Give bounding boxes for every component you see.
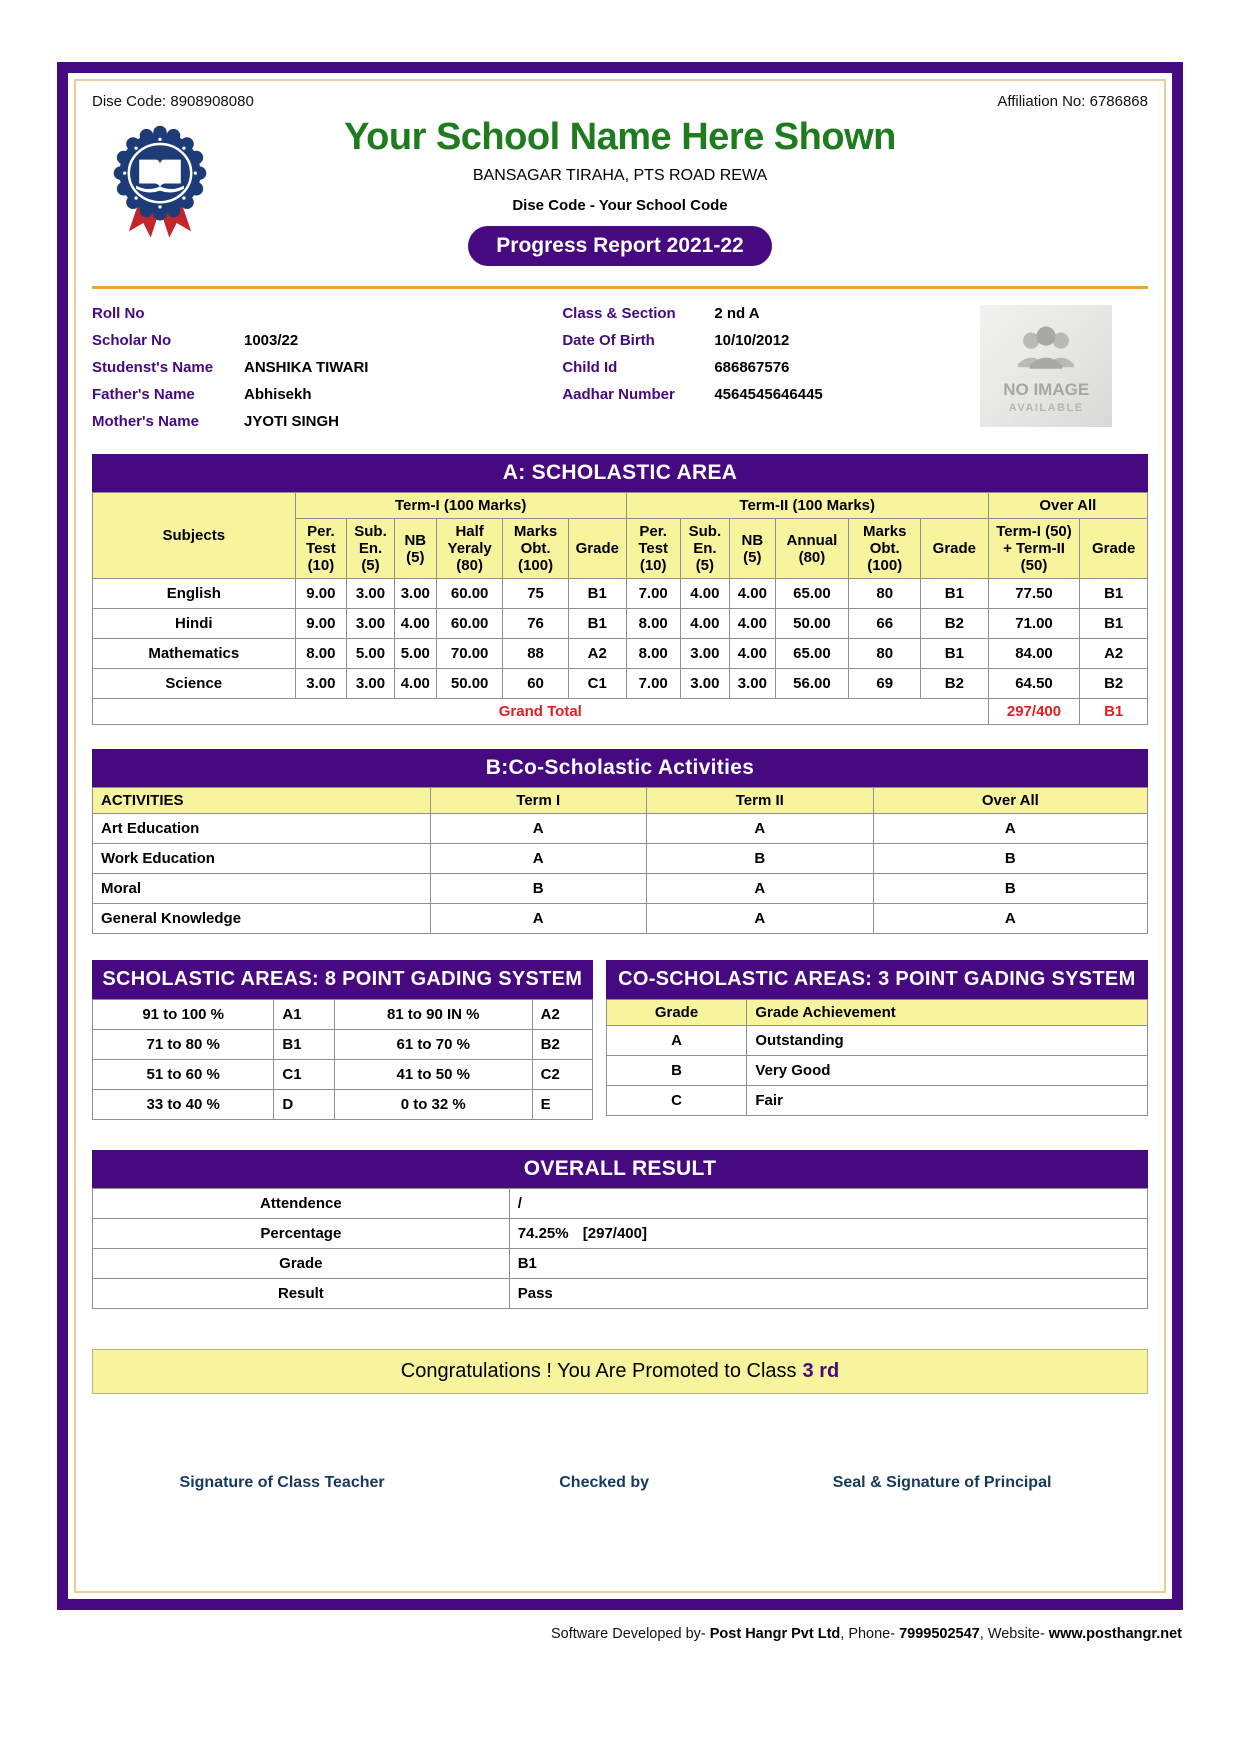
field-label: Scholar No bbox=[92, 332, 172, 349]
column-header: NB (5) bbox=[394, 519, 436, 579]
cell: 4.00 bbox=[730, 639, 775, 669]
cell: 0 to 32 % bbox=[334, 1090, 532, 1120]
cell: Very Good bbox=[747, 1056, 1148, 1086]
cell: A bbox=[430, 814, 646, 844]
cell: 50.00 bbox=[775, 609, 849, 639]
coscholastic-section bbox=[92, 749, 1148, 934]
cell: 56.00 bbox=[775, 669, 849, 699]
cell: 8.00 bbox=[295, 639, 347, 669]
table-row bbox=[93, 639, 1148, 669]
cell: C1 bbox=[274, 1060, 334, 1090]
signature-class-teacher: Signature of Class Teacher bbox=[179, 1474, 385, 1491]
affiliation-no: Affiliation No: 6786868 bbox=[997, 93, 1148, 110]
field-label: Class & Section bbox=[562, 305, 676, 322]
cell: A bbox=[430, 844, 646, 874]
footer-website: www.posthangr.net bbox=[1048, 1626, 1182, 1642]
grand-total-grade: B1 bbox=[1080, 699, 1148, 725]
field-value: Abhisekh bbox=[244, 386, 312, 403]
cell: 69 bbox=[849, 669, 921, 699]
cell: 80 bbox=[849, 579, 921, 609]
table-row bbox=[93, 904, 1148, 934]
cell: 75 bbox=[503, 579, 568, 609]
cell: B1 bbox=[1080, 609, 1148, 639]
percentage-fraction: [297/400] bbox=[582, 1225, 647, 1242]
software-credit-footer bbox=[551, 1626, 1182, 1642]
page-border-frame bbox=[57, 62, 1183, 1610]
cell: B1 bbox=[921, 639, 989, 669]
subject-cell: Mathematics bbox=[93, 639, 296, 669]
cell: 8.00 bbox=[626, 639, 680, 669]
signatures-row bbox=[92, 1474, 1148, 1492]
scholastic-table bbox=[92, 492, 1148, 725]
table-row bbox=[93, 1249, 1148, 1279]
cell: B bbox=[646, 844, 873, 874]
cell: 3.00 bbox=[347, 669, 394, 699]
page-inner-frame bbox=[74, 79, 1166, 1593]
cell: 3.00 bbox=[680, 669, 730, 699]
cell: B1 bbox=[1080, 579, 1148, 609]
report-title-pill: Progress Report 2021-22 bbox=[468, 226, 771, 266]
column-header: Half Yeraly (80) bbox=[436, 519, 502, 579]
footer-phone: 7999502547 bbox=[899, 1626, 980, 1642]
column-header: Marks Obt. (100) bbox=[503, 519, 568, 579]
cell: 7.00 bbox=[626, 579, 680, 609]
cell: 5.00 bbox=[347, 639, 394, 669]
signature-checked-by: Checked by bbox=[559, 1474, 650, 1491]
footer-prefix: Software Developed by- bbox=[550, 1626, 710, 1642]
cell: 5.00 bbox=[394, 639, 436, 669]
cell: B bbox=[873, 874, 1147, 904]
overall-result-section bbox=[92, 1150, 1148, 1309]
table-row bbox=[606, 1026, 1147, 1056]
column-header: Per. Test (10) bbox=[626, 519, 680, 579]
column-header: Term I bbox=[430, 788, 646, 814]
field-value: 4564545646445 bbox=[714, 386, 823, 403]
table-row bbox=[93, 1189, 1148, 1219]
signature-principal: Seal & Signature of Principal bbox=[832, 1474, 1052, 1491]
footer-website-label: , Website- bbox=[979, 1626, 1049, 1642]
cell: B2 bbox=[921, 669, 989, 699]
grand-total-row bbox=[93, 699, 1148, 725]
field-value: 686867576 bbox=[714, 359, 790, 376]
subject-cell: English bbox=[93, 579, 296, 609]
cell: C2 bbox=[532, 1060, 592, 1090]
result-value: B1 bbox=[509, 1249, 1147, 1279]
cell: 81 to 90 IN % bbox=[334, 1000, 532, 1030]
field-label: Studenst's Name bbox=[92, 359, 214, 376]
activity-cell: Moral bbox=[93, 874, 431, 904]
school-name: Your School Name Here Shown bbox=[344, 116, 896, 158]
subject-cell: Science bbox=[93, 669, 296, 699]
result-value: Pass bbox=[509, 1279, 1147, 1309]
field-value: 2 nd A bbox=[714, 305, 760, 322]
cell: 4.00 bbox=[730, 609, 775, 639]
cell: A bbox=[646, 874, 873, 904]
activity-cell: General Knowledge bbox=[93, 904, 431, 934]
cell: 3.00 bbox=[394, 579, 436, 609]
field-label: Roll No bbox=[92, 305, 145, 322]
no-image-people-icon bbox=[1009, 318, 1083, 378]
field-label: Father's Name bbox=[92, 386, 195, 403]
cell: 60.00 bbox=[436, 579, 502, 609]
cell: 3.00 bbox=[730, 669, 775, 699]
promotion-banner bbox=[92, 1349, 1148, 1394]
field-label: Date Of Birth bbox=[562, 332, 655, 349]
cell: 88 bbox=[503, 639, 568, 669]
cell: 77.50 bbox=[988, 579, 1080, 609]
promotion-text: Congratulations ! You Are Promoted to Class bbox=[400, 1360, 797, 1382]
school-logo-icon bbox=[108, 122, 212, 244]
column-header: Per. Test (10) bbox=[295, 519, 347, 579]
column-group-header: Over All bbox=[988, 493, 1147, 519]
cell: 4.00 bbox=[680, 609, 730, 639]
scholastic-grading-table bbox=[92, 999, 593, 1120]
cell: A2 bbox=[1080, 639, 1148, 669]
cell: 71 to 80 % bbox=[93, 1030, 274, 1060]
cell: 4.00 bbox=[394, 669, 436, 699]
result-label: Grade bbox=[93, 1249, 510, 1279]
cell: B2 bbox=[921, 609, 989, 639]
cell: 41 to 50 % bbox=[334, 1060, 532, 1090]
grand-total-label: Grand Total bbox=[93, 699, 989, 725]
cell: 64.50 bbox=[988, 669, 1080, 699]
cell: 50.00 bbox=[436, 669, 502, 699]
result-value bbox=[509, 1219, 1147, 1249]
table-row bbox=[93, 609, 1148, 639]
cell: A bbox=[606, 1026, 747, 1056]
cell: 8.00 bbox=[626, 609, 680, 639]
column-header: Term II bbox=[646, 788, 873, 814]
cell: 60 bbox=[503, 669, 568, 699]
top-codes-bar bbox=[92, 93, 1148, 110]
cell: C1 bbox=[568, 669, 626, 699]
grand-total-marks: 297/400 bbox=[988, 699, 1080, 725]
result-value: / bbox=[509, 1189, 1147, 1219]
scholastic-section bbox=[92, 454, 1148, 725]
table-row bbox=[93, 814, 1148, 844]
cell: 65.00 bbox=[775, 639, 849, 669]
cell: A bbox=[646, 814, 873, 844]
student-info-right bbox=[562, 305, 980, 440]
column-header: Sub. En. (5) bbox=[347, 519, 394, 579]
table-row bbox=[93, 874, 1148, 904]
column-header: Grade bbox=[568, 519, 626, 579]
student-info-left bbox=[92, 305, 562, 440]
overall-result-table bbox=[92, 1188, 1148, 1309]
cell: B2 bbox=[532, 1030, 592, 1060]
cell: 3.00 bbox=[347, 579, 394, 609]
cell: 91 to 100 % bbox=[93, 1000, 274, 1030]
student-info-section bbox=[92, 305, 1148, 440]
cell: 4.00 bbox=[730, 579, 775, 609]
cell: 3.00 bbox=[347, 609, 394, 639]
cell: 60.00 bbox=[436, 609, 502, 639]
cell: A1 bbox=[274, 1000, 334, 1030]
cell: 80 bbox=[849, 639, 921, 669]
cell: 76 bbox=[503, 609, 568, 639]
cell: B1 bbox=[568, 579, 626, 609]
cell: Outstanding bbox=[747, 1026, 1148, 1056]
column-group-header: Term-II (100 Marks) bbox=[626, 493, 988, 519]
table-row bbox=[93, 1000, 593, 1030]
cell: A bbox=[873, 904, 1147, 934]
table-row bbox=[606, 1056, 1147, 1086]
no-image-subtext: AVAILABLE bbox=[1008, 402, 1084, 414]
table-row bbox=[606, 1086, 1147, 1116]
activity-cell: Work Education bbox=[93, 844, 431, 874]
cell: D bbox=[274, 1090, 334, 1120]
cell: 3.00 bbox=[295, 669, 347, 699]
table-row bbox=[93, 669, 1148, 699]
cell: 4.00 bbox=[680, 579, 730, 609]
scholastic-grading-title: SCHOLASTIC AREAS: 8 POINT GADING SYSTEM bbox=[92, 960, 593, 999]
cell: A bbox=[430, 904, 646, 934]
coscholastic-grading-table bbox=[606, 999, 1148, 1116]
cell: 3.00 bbox=[680, 639, 730, 669]
column-header: Marks Obt. (100) bbox=[849, 519, 921, 579]
cell: 7.00 bbox=[626, 669, 680, 699]
dise-code: Dise Code: 8908908080 bbox=[92, 93, 254, 110]
field-value: 10/10/2012 bbox=[714, 332, 790, 349]
field-value: ANSHIKA TIWARI bbox=[244, 359, 369, 376]
table-row bbox=[93, 1090, 593, 1120]
cell: A bbox=[873, 814, 1147, 844]
coscholastic-grading-title: CO-SCHOLASTIC AREAS: 3 POINT GADING SYSTEM bbox=[606, 960, 1148, 999]
school-address: BANSAGAR TIRAHA, PTS ROAD REWA bbox=[472, 167, 768, 184]
scholastic-title: A: SCHOLASTIC AREA bbox=[92, 454, 1148, 492]
column-header: Subjects bbox=[93, 493, 296, 579]
percentage-value: 74.25% bbox=[517, 1225, 569, 1242]
column-header: Annual (80) bbox=[775, 519, 849, 579]
no-image-text: NO IMAGE bbox=[1003, 380, 1090, 399]
cell: B2 bbox=[1080, 669, 1148, 699]
cell: B1 bbox=[274, 1030, 334, 1060]
coscholastic-grading-section bbox=[606, 960, 1148, 1120]
cell: E bbox=[532, 1090, 592, 1120]
table-row bbox=[93, 844, 1148, 874]
column-header: NB (5) bbox=[730, 519, 775, 579]
column-header: Grade bbox=[1080, 519, 1148, 579]
coscholastic-table bbox=[92, 787, 1148, 934]
table-row bbox=[93, 1060, 593, 1090]
column-header: ACTIVITIES bbox=[93, 788, 431, 814]
cell: B1 bbox=[568, 609, 626, 639]
school-dise-line: Dise Code - Your School Code bbox=[512, 197, 728, 214]
table-row bbox=[93, 1030, 593, 1060]
cell: 70.00 bbox=[436, 639, 502, 669]
table-row bbox=[93, 1279, 1148, 1309]
scholastic-grading-section bbox=[92, 960, 593, 1120]
result-label: Result bbox=[93, 1279, 510, 1309]
table-row bbox=[93, 579, 1148, 609]
grading-systems-row bbox=[92, 960, 1148, 1120]
cell: B1 bbox=[921, 579, 989, 609]
column-header: Term-I (50) + Term-II (50) bbox=[988, 519, 1080, 579]
student-photo-placeholder bbox=[980, 305, 1112, 427]
overall-result-title: OVERALL RESULT bbox=[92, 1150, 1148, 1188]
cell: 4.00 bbox=[394, 609, 436, 639]
result-label: Attendence bbox=[93, 1189, 510, 1219]
cell: 33 to 40 % bbox=[93, 1090, 274, 1120]
column-header: Over All bbox=[873, 788, 1147, 814]
cell: B bbox=[430, 874, 646, 904]
cell: A bbox=[646, 904, 873, 934]
cell: 65.00 bbox=[775, 579, 849, 609]
table-row bbox=[93, 1219, 1148, 1249]
field-value: 1003/22 bbox=[244, 332, 299, 349]
footer-company: Post Hangr Pvt Ltd bbox=[709, 1626, 841, 1642]
cell: 9.00 bbox=[295, 609, 347, 639]
activity-cell: Art Education bbox=[93, 814, 431, 844]
cell: 61 to 70 % bbox=[334, 1030, 532, 1060]
cell: 9.00 bbox=[295, 579, 347, 609]
cell: 71.00 bbox=[988, 609, 1080, 639]
field-value: JYOTI SINGH bbox=[244, 413, 340, 430]
cell: A2 bbox=[568, 639, 626, 669]
field-label: Child Id bbox=[562, 359, 618, 376]
result-label: Percentage bbox=[93, 1219, 510, 1249]
column-header: Sub. En. (5) bbox=[680, 519, 730, 579]
field-label: Aadhar Number bbox=[562, 386, 675, 403]
footer-phone-label: , Phone- bbox=[840, 1626, 900, 1642]
column-header: Grade Achievement bbox=[747, 1000, 1148, 1026]
coscholastic-title: B:Co-Scholastic Activities bbox=[92, 749, 1148, 787]
cell: 51 to 60 % bbox=[93, 1060, 274, 1090]
cell: 84.00 bbox=[988, 639, 1080, 669]
column-header: Grade bbox=[921, 519, 989, 579]
promotion-class: 3 rd bbox=[802, 1360, 840, 1382]
column-group-header: Term-I (100 Marks) bbox=[295, 493, 626, 519]
cell: B bbox=[606, 1056, 747, 1086]
school-header bbox=[92, 116, 1148, 266]
cell: Fair bbox=[747, 1086, 1148, 1116]
gold-divider bbox=[92, 286, 1148, 289]
cell: A2 bbox=[532, 1000, 592, 1030]
cell: C bbox=[606, 1086, 747, 1116]
field-label: Mother's Name bbox=[92, 413, 199, 430]
column-header: Grade bbox=[606, 1000, 747, 1026]
cell: 66 bbox=[849, 609, 921, 639]
cell: B bbox=[873, 844, 1147, 874]
subject-cell: Hindi bbox=[93, 609, 296, 639]
